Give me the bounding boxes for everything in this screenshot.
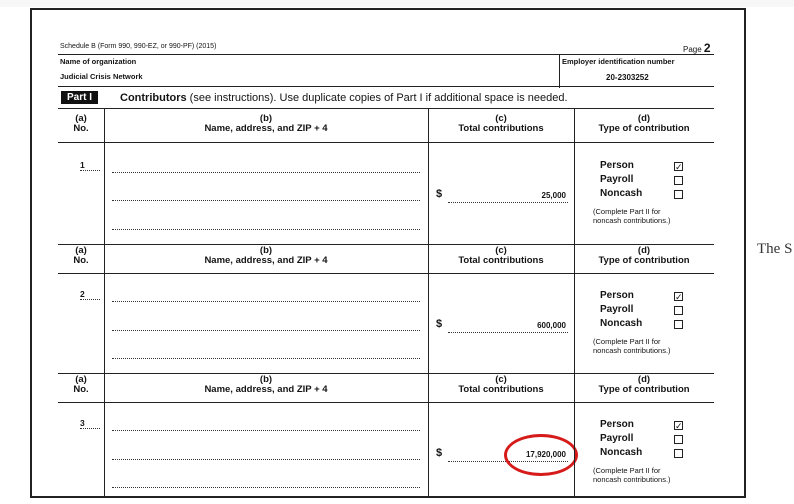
- name-line-1a[interactable]: [112, 172, 420, 173]
- ein-divider: [559, 54, 560, 88]
- noncash-note-3: [593, 466, 671, 484]
- col-d-letter: (d): [637, 374, 651, 385]
- col-b-letter: (b): [259, 113, 273, 124]
- col-a-header-2: [58, 246, 104, 266]
- col-a-label: No.: [73, 255, 89, 266]
- page-number: 2: [703, 41, 711, 55]
- name-line-2b[interactable]: [112, 330, 420, 331]
- part-title-line: [120, 92, 568, 104]
- noncash-label-3: Noncash: [600, 447, 643, 458]
- payroll-label-2: Payroll: [600, 304, 634, 315]
- dollar-sign-2: $: [436, 318, 443, 330]
- header-divider: [58, 54, 714, 55]
- col-c-header-2: [428, 246, 574, 266]
- person-checkbox-2[interactable]: ✓: [675, 292, 683, 302]
- col-c-letter: (c): [495, 245, 507, 256]
- col-b-letter: (b): [259, 374, 273, 385]
- org-name: Judicial Crisis Network: [60, 72, 143, 81]
- name-line-3b[interactable]: [112, 459, 420, 460]
- col-d-label: Type of contribution: [598, 255, 690, 266]
- noncash-note-line2: noncash contributions.): [593, 475, 671, 484]
- part-badge: Part I: [61, 91, 98, 104]
- name-line-2a[interactable]: [112, 301, 420, 302]
- schedule-b-document: [30, 8, 746, 498]
- amount-line-1: [448, 202, 568, 203]
- col-b-header-2: [104, 246, 428, 266]
- col-c-letter: (c): [495, 113, 507, 124]
- col-c-label: Total contributions: [458, 123, 544, 134]
- amount-3: 17,920,000: [525, 450, 566, 459]
- col-b-header-1: [104, 114, 428, 134]
- section-divider-2: [58, 373, 714, 374]
- col-c-label: Total contributions: [458, 255, 544, 266]
- col-a-label: No.: [73, 123, 89, 134]
- noncash-label-1: Noncash: [600, 188, 643, 199]
- col-a-letter: (a): [75, 374, 87, 385]
- noncash-note-line1: (Complete Part II for: [593, 466, 661, 475]
- amount-line-2: [448, 332, 568, 333]
- col-c-header-3: [428, 375, 574, 395]
- header-bottom-rule-3: [58, 402, 714, 403]
- col-c-label: Total contributions: [458, 384, 544, 395]
- person-label-1: Person: [600, 160, 634, 171]
- noncash-note-line1: (Complete Part II for: [593, 337, 661, 346]
- noncash-checkbox-2[interactable]: [674, 320, 683, 329]
- col-b-header-3: [104, 375, 428, 395]
- noncash-note-1: [593, 207, 671, 225]
- col-d-header-3: [574, 375, 714, 395]
- col-c-header-1: [428, 114, 574, 134]
- org-name-label: Name of organization: [60, 57, 137, 66]
- payroll-label-3: Payroll: [600, 433, 634, 444]
- name-line-3c[interactable]: [112, 487, 420, 488]
- dollar-sign-1: $: [436, 188, 443, 200]
- noncash-note-line1: (Complete Part II for: [593, 207, 661, 216]
- payroll-checkbox-2[interactable]: [674, 306, 683, 315]
- person-checkbox-3[interactable]: ✓: [675, 421, 683, 431]
- page-label-text: Page: [683, 45, 702, 54]
- column-divider-b-c: [428, 108, 429, 498]
- payroll-checkbox-3[interactable]: [674, 435, 683, 444]
- noncash-note-line2: noncash contributions.): [593, 346, 671, 355]
- payroll-label-1: Payroll: [600, 174, 634, 185]
- highlight-circle: [504, 434, 578, 476]
- row-number-2: 2: [80, 289, 100, 300]
- ein-label: Employer identification number: [562, 57, 675, 66]
- form-header-left: Schedule B (Form 990, 990-EZ, or 990-PF) (2015): [60, 43, 217, 50]
- org-divider: [58, 86, 714, 87]
- noncash-label-2: Noncash: [600, 318, 643, 329]
- top-cropped-text-strip: [0, 0, 794, 7]
- col-d-header-2: [574, 246, 714, 266]
- column-divider-a-b: [104, 108, 105, 498]
- name-line-3a[interactable]: [112, 430, 420, 431]
- col-b-label: Name, address, and ZIP + 4: [204, 123, 328, 134]
- amount-2: 600,000: [537, 321, 566, 330]
- col-b-letter: (b): [259, 245, 273, 256]
- amount-1: 25,000: [541, 191, 566, 200]
- col-a-header-3: [58, 375, 104, 395]
- row-number-3: 3: [80, 418, 100, 429]
- noncash-note-line2: noncash contributions.): [593, 216, 671, 225]
- noncash-note-2: [593, 337, 671, 355]
- dollar-sign-3: $: [436, 447, 443, 459]
- col-a-header-1: [58, 114, 104, 134]
- column-divider-c-d: [574, 108, 575, 498]
- person-label-2: Person: [600, 290, 634, 301]
- part-subtitle: (see instructions). Use duplicate copies of Part I if additional space is needed.: [189, 92, 568, 104]
- payroll-checkbox-1[interactable]: [674, 176, 683, 185]
- ein-value: 20-2303252: [606, 73, 649, 82]
- col-b-label: Name, address, and ZIP + 4: [204, 255, 328, 266]
- header-bottom-rule-2: [58, 273, 714, 274]
- col-d-label: Type of contribution: [598, 384, 690, 395]
- part-title: Contributors: [120, 92, 187, 104]
- col-a-letter: (a): [75, 113, 87, 124]
- header-bottom-rule-1: [58, 142, 714, 143]
- person-label-3: Person: [600, 419, 634, 430]
- col-d-label: Type of contribution: [598, 123, 690, 134]
- col-c-letter: (c): [495, 374, 507, 385]
- col-b-label: Name, address, and ZIP + 4: [204, 384, 328, 395]
- col-a-label: No.: [73, 384, 89, 395]
- noncash-checkbox-3[interactable]: [674, 449, 683, 458]
- section-divider-1: [58, 244, 714, 245]
- side-text: The S: [757, 241, 793, 257]
- col-d-letter: (d): [637, 245, 651, 256]
- col-d-letter: (d): [637, 113, 651, 124]
- col-d-header-1: [574, 114, 714, 134]
- name-line-2c[interactable]: [112, 358, 420, 359]
- name-line-1b[interactable]: [112, 200, 420, 201]
- col-a-letter: (a): [75, 245, 87, 256]
- person-checkbox-1[interactable]: ✓: [675, 162, 683, 172]
- page-label: [683, 41, 711, 55]
- part-divider: [58, 108, 714, 109]
- row-number-1: 1: [80, 160, 100, 171]
- name-line-1c[interactable]: [112, 229, 420, 230]
- noncash-checkbox-1[interactable]: [674, 190, 683, 199]
